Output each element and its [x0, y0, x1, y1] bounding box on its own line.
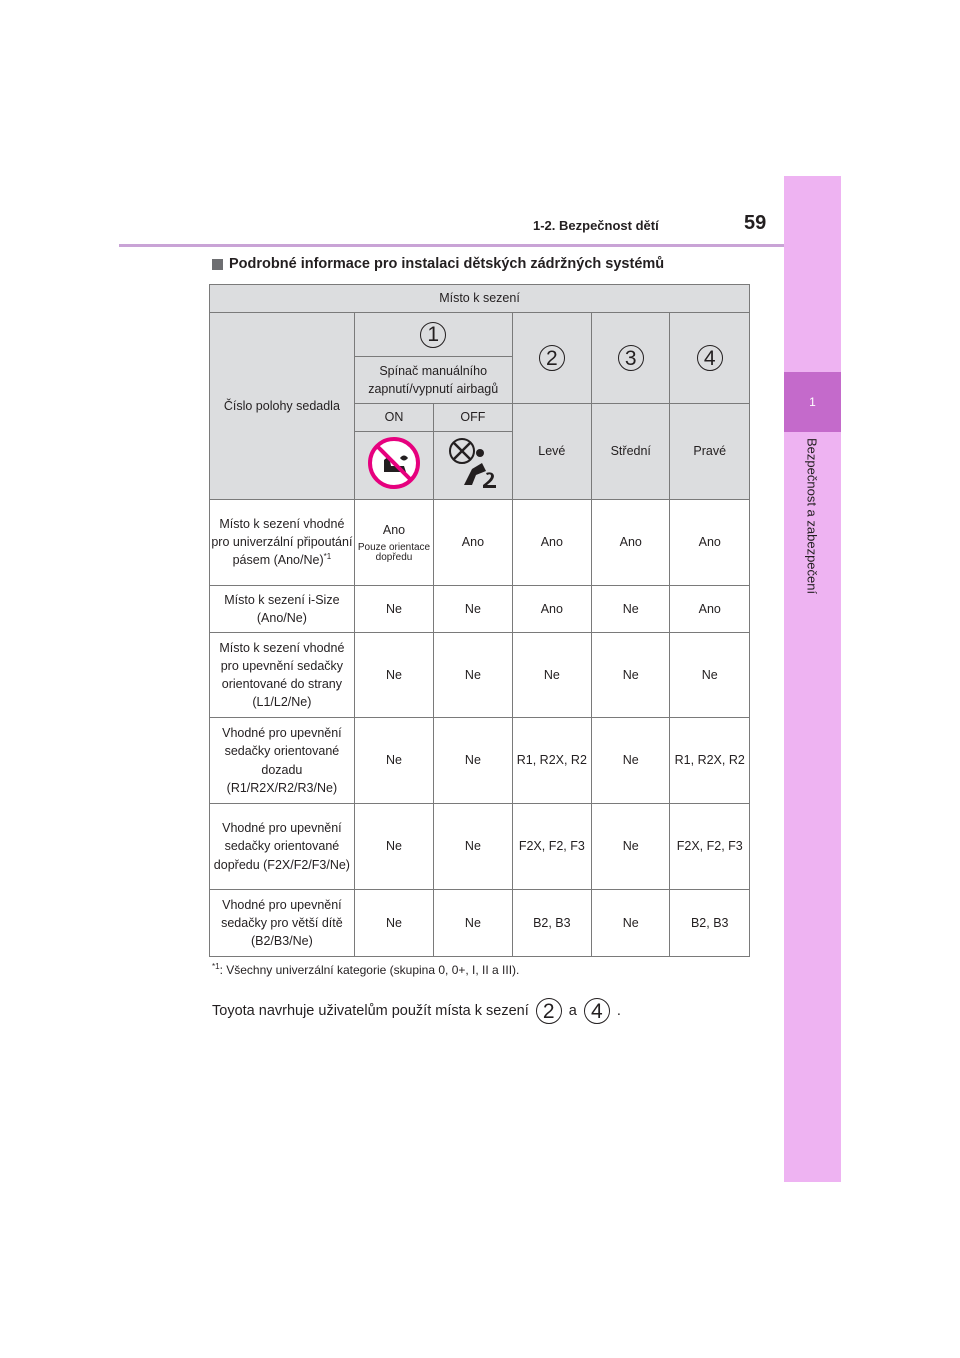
table-cell: Ne	[592, 586, 670, 633]
row2-label: Místo k sezení i-Size (Ano/Ne)	[210, 586, 355, 633]
table-cell: Ne	[434, 586, 512, 633]
chapter-label: Bezpečnost a zabezpečení	[804, 438, 820, 595]
seat-4-header	[670, 313, 750, 404]
table-cell: Ne	[434, 633, 512, 718]
table-cell: R1, R2X, R2	[512, 718, 591, 804]
recommendation-line: Toyota navrhuje uživatelům použít místa k sezení 2 a 4 .	[212, 999, 621, 1023]
heading-text: Podrobné informace pro instalaci dětských zádržných systémů	[229, 256, 665, 272]
header-divider	[119, 244, 784, 247]
seat-1-header	[354, 313, 512, 357]
child-seat-prohibited-icon	[367, 436, 421, 490]
switch-off-label: OFF	[434, 404, 512, 432]
heading-bullet-icon	[212, 259, 223, 270]
table-cell: F2X, F2, F3	[512, 804, 591, 890]
row-header-label: Číslo polohy sedadla	[210, 313, 355, 500]
table-cell: B2, B3	[670, 890, 750, 957]
seat-3-header	[592, 313, 670, 404]
row6-label: Vhodné pro upevnění sedačky pro větší dítě (B2/B3/Ne)	[210, 890, 355, 957]
table-top-header: Místo k sezení	[210, 285, 750, 313]
position-right: Pravé	[670, 404, 750, 500]
airbag-switch-label: Spínač manuálního zapnutí/vypnutí airbagů	[354, 357, 512, 404]
airbag-off-passenger-icon	[442, 435, 504, 491]
table-cell: Ne	[354, 718, 433, 804]
row1-label: Místo k sezení vhodné pro univerzální připoutání pásem $(Ano/Ne)^{*1}$	[210, 500, 355, 586]
chapter-number: 1	[784, 372, 841, 432]
table-cell: Ne	[434, 890, 512, 957]
child-seat-table	[209, 284, 750, 957]
section-title: 1-2. Bezpečnost dětí	[533, 218, 659, 233]
table-cell: Ne	[354, 804, 433, 890]
table-cell: Ne	[434, 804, 512, 890]
table-cell: Ano	[434, 500, 512, 586]
row4-label: Vhodné pro upevnění sedačky orientované dozadu (R1/R2X/R2/R3/Ne)	[210, 718, 355, 804]
seat-number-3: 3	[618, 345, 644, 371]
table-cell: B2, B3	[512, 890, 591, 957]
table-cell: Ne	[354, 586, 433, 633]
table-cell: Ano	[512, 500, 591, 586]
row1-seat1-on: Ano Pouze orientace dopředu	[354, 500, 433, 586]
switch-on-label: ON	[354, 404, 433, 432]
seat-number-2-inline: 2	[536, 998, 562, 1024]
table-cell: Ano	[670, 500, 750, 586]
table-cell: F2X, F2, F3	[670, 804, 750, 890]
seat-2-header	[512, 313, 591, 404]
page-number: 59	[744, 212, 767, 234]
row5-label: Vhodné pro upevnění sedačky orientované dopředu (F2X/F2/F3/Ne)	[210, 804, 355, 890]
position-left: Levé	[512, 404, 591, 500]
seat-number-2: 2	[539, 345, 565, 371]
table-cell: Ano	[512, 586, 591, 633]
table-cell: R1, R2X, R2	[670, 718, 750, 804]
chapter-tab-strip	[784, 176, 841, 1182]
table-cell: Ne	[354, 633, 433, 718]
section-heading	[212, 256, 664, 272]
table-cell: Ne	[670, 633, 750, 718]
footnote: $^{*1}$: Všechny univerzální kategorie (skupina 0, 0+, I, II a III).	[212, 962, 520, 977]
table-cell: Ne	[592, 804, 670, 890]
table-cell: Ne	[354, 890, 433, 957]
table-cell: Ne	[592, 890, 670, 957]
seat-number-4: 4	[697, 345, 723, 371]
seat-number-4-inline: 4	[584, 998, 610, 1024]
table-cell: Ano	[670, 586, 750, 633]
off-icon-cell	[434, 432, 512, 500]
row3-label: Místo k sezení vhodné pro upevnění sedačky orientované do strany (L1/L2/Ne)	[210, 633, 355, 718]
table-cell: Ne	[592, 718, 670, 804]
table-cell: Ne	[512, 633, 591, 718]
table-cell: Ano	[592, 500, 670, 586]
table-cell: Ne	[434, 718, 512, 804]
table-cell: Ne	[592, 633, 670, 718]
position-center: Střední	[592, 404, 670, 500]
on-icon-cell	[354, 432, 433, 500]
seat-number-1: 1	[420, 322, 446, 348]
